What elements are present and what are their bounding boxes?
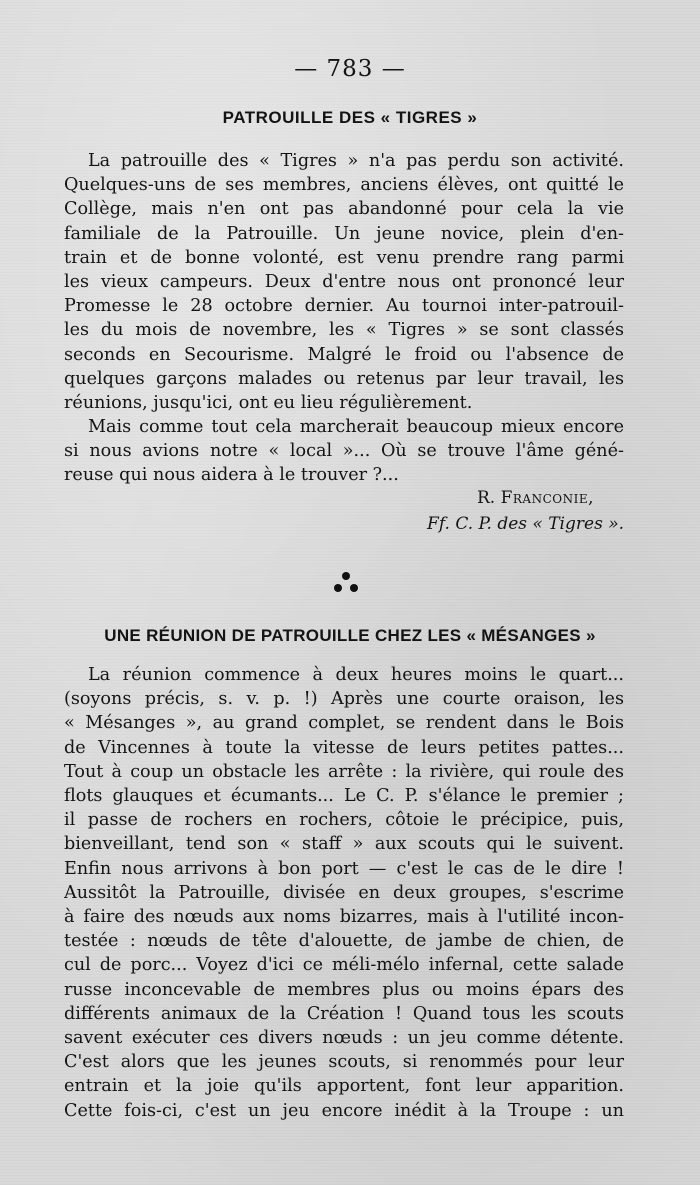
section-heading-tigres: PATROUILLE DES « TIGRES » bbox=[222, 108, 478, 127]
text-line: les vieux campeurs. Deux d'entre nous ont prononcé leur bbox=[64, 272, 624, 293]
text-line: testée : nœuds de tête d'alouette, de jambe de chien, de bbox=[64, 931, 624, 952]
ornament-dot bbox=[334, 584, 342, 592]
signature-initial: R. bbox=[476, 488, 496, 508]
text-line: réunions, jusqu'ici, ont eu lieu régulièrement. bbox=[64, 393, 473, 414]
text-line: C'est alors que les jeunes scouts, si renommés pour leur bbox=[64, 1052, 624, 1073]
text-line: russe inconcevable de membres plus ou moins épars des bbox=[64, 979, 624, 1000]
paragraph-tigres-2 bbox=[64, 415, 624, 488]
signature-role: Ff. C. P. des « Tigres ». bbox=[427, 514, 624, 534]
text-line: La réunion commence à deux heures moins le quart... bbox=[88, 665, 624, 685]
text-line: Enfin nous arrivons à bon port — c'est le cas de le dire ! bbox=[64, 858, 624, 879]
section-heading-mesanges: UNE RÉUNION DE PATROUILLE CHEZ LES « MÉSANGES » bbox=[104, 626, 596, 645]
text-line: reuse qui nous aidera à le trouver ?... bbox=[64, 465, 399, 486]
text-line: La patrouille des « Tigres » n'a pas perdu son activité. bbox=[88, 151, 624, 171]
text-line: à faire des nœuds aux noms bizarres, mais à l'utilité incon- bbox=[64, 907, 624, 928]
ornament-dot bbox=[350, 584, 358, 592]
text-line: train et de bonne volonté, est venu prendre rang parmi bbox=[64, 247, 624, 268]
text-line: savent exécuter ces divers nœuds : un jeu comme détente. bbox=[64, 1028, 624, 1049]
asterism-ornament bbox=[328, 572, 364, 598]
paragraph-tigres-1 bbox=[64, 149, 624, 415]
text-line: bienveillant, tend son « staff » aux scouts qui le suivent. bbox=[64, 834, 624, 855]
text-line: si nous avions notre « local »... Où se trouve l'âme géné- bbox=[64, 441, 624, 462]
text-line: Collège, mais n'en ont pas abandonné pour cela la vie bbox=[64, 199, 624, 220]
text-line: différents animaux de la Création ! Quand tous les scouts bbox=[64, 1003, 624, 1024]
text-line: Tout à coup un obstacle les arrête : la rivière, qui roule des bbox=[64, 761, 624, 782]
text-line: Mais comme tout cela marcherait beaucoup mieux encore bbox=[88, 417, 624, 437]
text-line: familiale de la Patrouille. Un jeune novice, plein d'en- bbox=[64, 223, 624, 244]
text-line: il passe de rochers en rochers, côtoie le précipice, puis, bbox=[64, 810, 624, 831]
text-line: Cette fois-ci, c'est un jeu encore inédit à la Troupe : un bbox=[64, 1100, 624, 1121]
text-line: (soyons précis, s. v. p. !) Après une courte oraison, les bbox=[64, 689, 624, 710]
text-line: Aussitôt la Patrouille, divisée en deux groupes, s'escrime bbox=[64, 882, 624, 903]
signature-name bbox=[64, 488, 624, 508]
text-line: de Vincennes à toute la vitesse de leurs petites pattes... bbox=[64, 737, 624, 758]
paragraph-mesanges bbox=[64, 663, 624, 1123]
text-line: seconds en Secourisme. Malgré le froid ou l'absence de bbox=[64, 344, 624, 365]
text-line: cul de porc... Voyez d'ici ce méli-mélo infernal, cette salade bbox=[64, 955, 624, 976]
text-line: Promesse le 28 octobre dernier. Au tournoi inter-patrouil- bbox=[64, 296, 624, 317]
text-line: entrain et la joie qu'ils apportent, font leur apparition. bbox=[64, 1076, 624, 1097]
ornament-dot bbox=[342, 572, 350, 580]
text-line: les du mois de novembre, les « Tigres » se sont classés bbox=[64, 320, 624, 341]
text-line: flots glauques et écumants... Le C. P. s'élance le premier ; bbox=[64, 786, 624, 807]
text-line: quelques garçons malades ou retenus par leur travail, les bbox=[64, 368, 624, 389]
page-number: — 783 — bbox=[294, 56, 406, 82]
text-line: « Mésanges », au grand complet, se rendent dans le Bois bbox=[64, 713, 624, 734]
text-line: Quelques-uns de ses membres, anciens élèves, ont quitté le bbox=[64, 175, 624, 196]
signature-surname: Franconie, bbox=[500, 488, 594, 508]
